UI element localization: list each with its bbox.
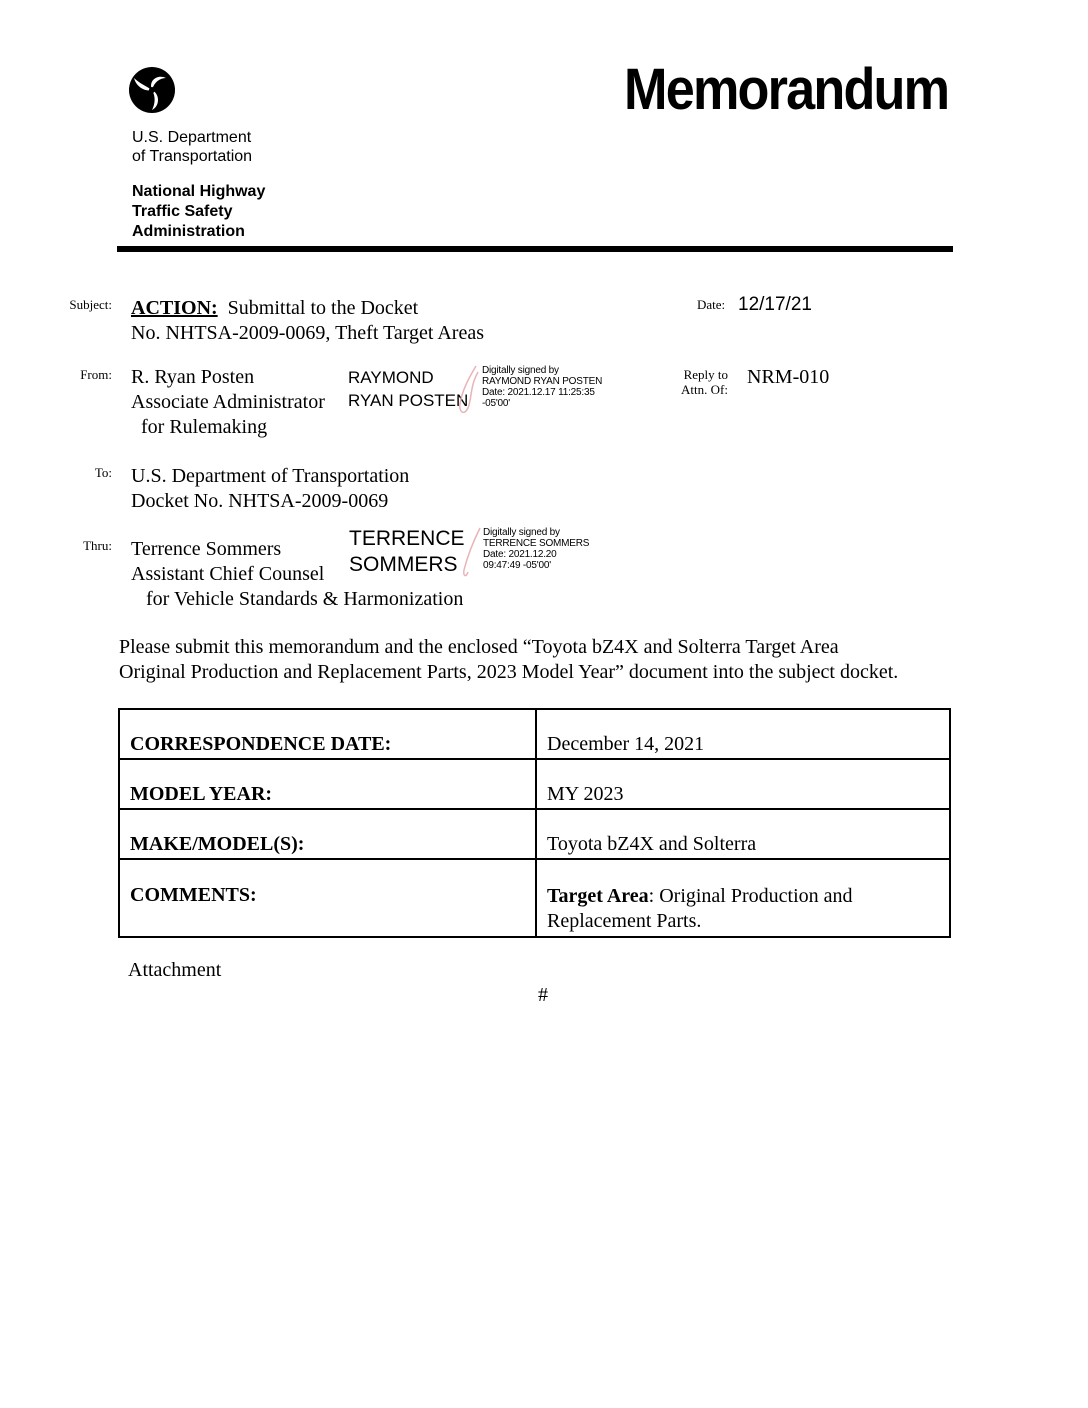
signature-sommers-details — [483, 527, 589, 571]
subject-action: ACTION: — [131, 297, 218, 319]
to-label: To: — [94, 465, 112, 480]
from-line-2: Associate Administrator — [131, 391, 325, 413]
reply-label-line-1: Reply to — [683, 367, 728, 382]
body-line-2: Original Production and Replacement Parts, 2023 Model Year” document into the subject docket. — [119, 661, 899, 683]
agency-line-2: of Transportation — [132, 148, 253, 165]
to-text — [131, 464, 409, 514]
from-line-3: for Rulemaking — [141, 416, 268, 438]
signature-posten-detail-1: Digitally signed by — [482, 365, 559, 376]
comments-line-1: : Original Production and — [648, 885, 853, 907]
table-row — [119, 709, 950, 759]
from-line-1: R. Ryan Posten — [131, 366, 255, 388]
date-value: 12/17/21 — [738, 294, 812, 315]
body-paragraph — [119, 635, 969, 685]
signature-posten-name-line-1: RAYMOND — [348, 368, 434, 387]
table-row — [119, 759, 950, 809]
comments-line-2: Replacement Parts. — [547, 910, 702, 932]
comments-bold-label: Target Area — [547, 885, 649, 907]
signature-sommers-name — [349, 526, 465, 578]
table-key: MAKE/MODEL(S): — [119, 809, 536, 859]
sub-agency-line-2: Traffic Safety — [132, 203, 233, 220]
date-label: Date: — [697, 297, 726, 312]
table-row — [119, 859, 950, 937]
subject-line-1: Submittal to the Docket — [227, 297, 419, 319]
sub-agency-name — [132, 182, 265, 242]
dot-logo-icon — [128, 66, 176, 114]
table-value: December 14, 2021 — [536, 709, 950, 759]
header-divider — [117, 246, 953, 252]
signature-sommers-detail-2: TERRENCE SOMMERS — [483, 538, 590, 549]
from-label: From: — [80, 367, 112, 382]
table-value: Toyota bZ4X and Solterra — [536, 809, 950, 859]
memo-title: Memorandum — [623, 57, 948, 122]
table-key: CORRESPONDENCE DATE: — [119, 709, 536, 759]
table-value: MY 2023 — [536, 759, 950, 809]
end-marker: # — [538, 984, 548, 1006]
thru-label: Thru: — [83, 538, 112, 553]
table-row — [119, 809, 950, 859]
signature-posten-detail-2: RAYMOND RYAN POSTEN — [482, 376, 603, 387]
to-line-1: U.S. Department of Transportation — [131, 465, 410, 487]
body-line-1: Please submit this memorandum and the enclosed “Toyota bZ4X and Solterra Target Area — [119, 636, 839, 658]
signature-posten-detail-4: -05'00' — [482, 398, 510, 409]
signature-sommers-detail-4: 09:47:49 -05'00' — [483, 560, 551, 571]
signature-posten-name-line-2: RYAN POSTEN — [348, 391, 469, 410]
signature-sommers-name-line-2: SOMMERS — [349, 553, 458, 576]
signature-sommers-name-line-1: TERRENCE — [349, 527, 465, 550]
thru-line-2: Assistant Chief Counsel — [131, 563, 325, 585]
signature-posten-detail-3: Date: 2021.12.17 11:25:35 — [482, 387, 595, 398]
from-text — [131, 365, 325, 440]
signature-sommers-detail-1: Digitally signed by — [483, 527, 560, 538]
reply-value: NRM-010 — [747, 366, 830, 388]
subject-label: Subject: — [69, 297, 112, 312]
subject-line-2: No. NHTSA-2009-0069, Theft Target Areas — [131, 322, 484, 344]
sub-agency-line-3: Administration — [132, 223, 245, 240]
table-key: MODEL YEAR: — [119, 759, 536, 809]
agency-line-1: U.S. Department — [132, 129, 252, 146]
signature-sommers-detail-3: Date: 2021.12.20 — [483, 549, 557, 560]
agency-name — [132, 128, 252, 166]
reply-label — [664, 367, 728, 397]
signature-posten-details — [482, 365, 602, 409]
attachment-label: Attachment — [128, 959, 222, 981]
thru-line-1: Terrence Sommers — [131, 538, 282, 560]
info-table — [118, 708, 951, 938]
subject-text — [131, 296, 484, 346]
thru-line-3: for Vehicle Standards & Harmonization — [146, 588, 464, 610]
table-value-comments — [536, 859, 950, 937]
sub-agency-line-1: National Highway — [132, 183, 266, 200]
table-key-comments: COMMENTS: — [119, 859, 536, 937]
reply-label-line-2: Attn. Of: — [681, 382, 728, 397]
to-line-2: Docket No. NHTSA-2009-0069 — [131, 490, 389, 512]
